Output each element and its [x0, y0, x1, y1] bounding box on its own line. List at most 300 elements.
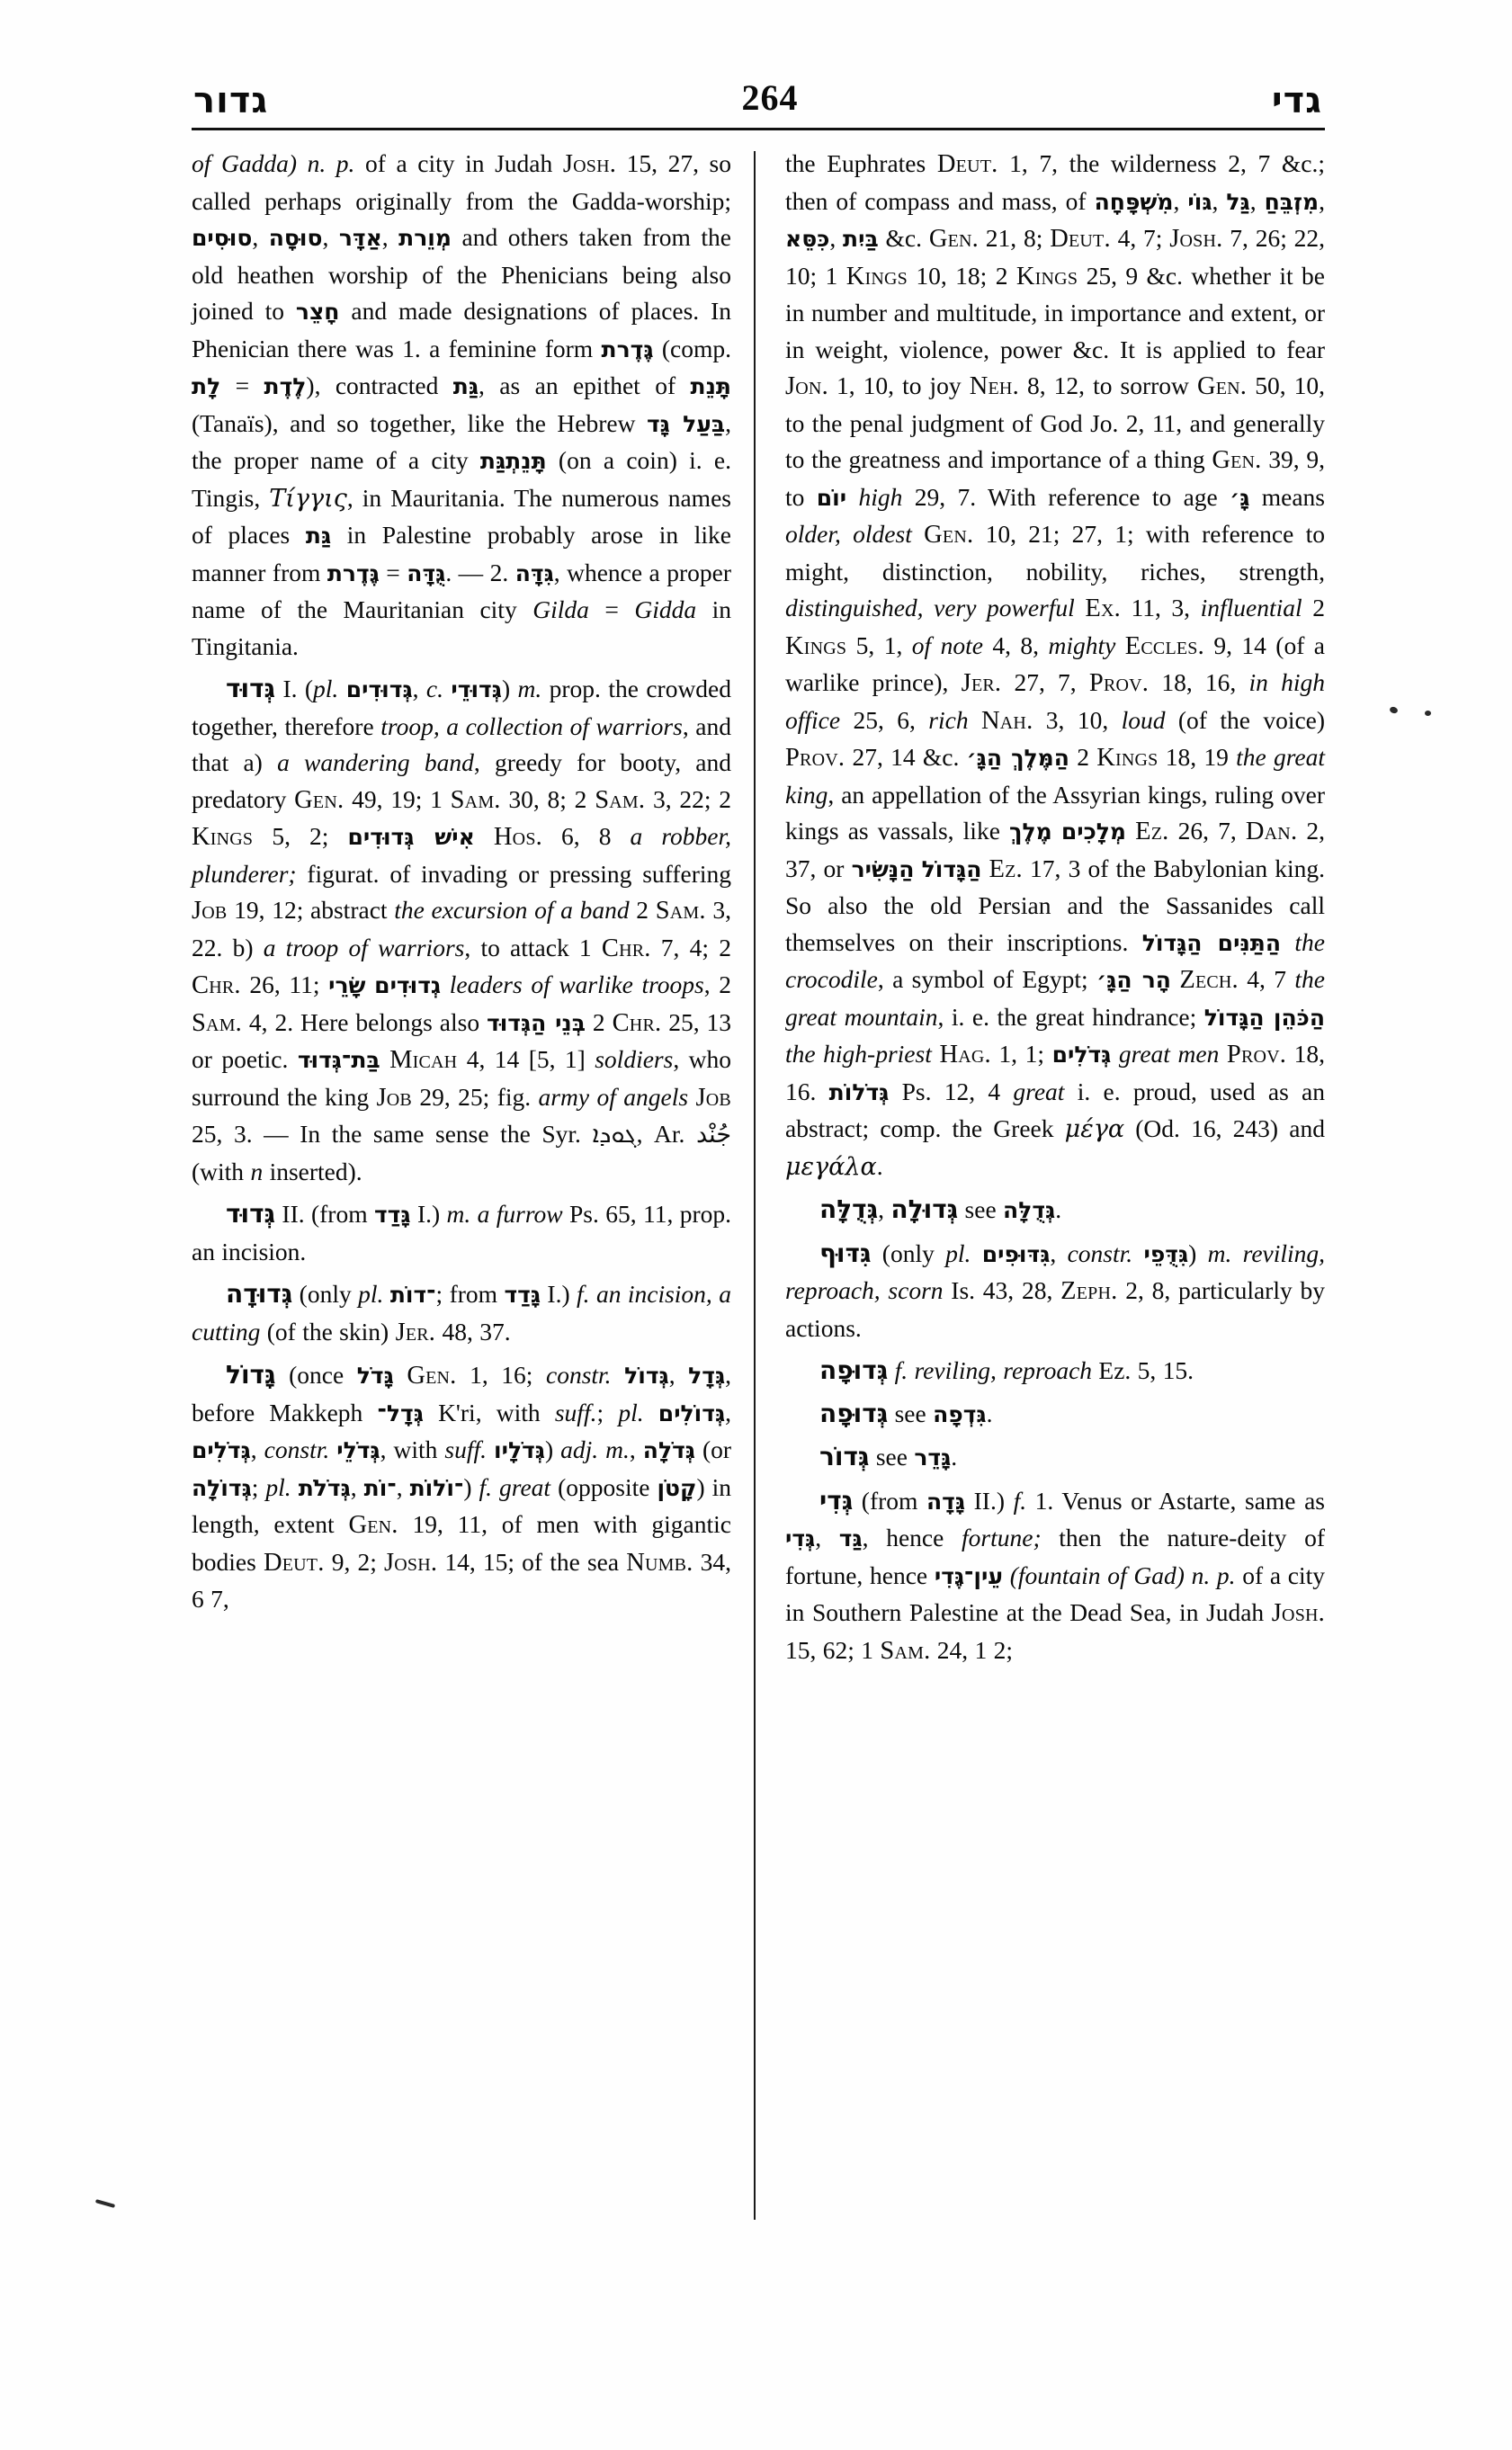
scripture-reference: Sam.: [595, 785, 646, 814]
scripture-reference: Gen.: [348, 1511, 398, 1539]
body-text: [1281, 928, 1294, 956]
hebrew-word: גִּדָּה: [514, 559, 554, 586]
body-text: [1171, 965, 1179, 993]
hebrew-word: הַגָּדוֹל: [921, 855, 982, 882]
body-text: , 2: [703, 970, 732, 998]
scripture-reference: Prov.: [785, 744, 845, 772]
body-text: 4, 7: [1238, 965, 1295, 993]
gloss-text: the excursion of a band: [394, 896, 630, 924]
body-text: II. (from: [275, 1200, 374, 1228]
scripture-reference: Kings: [1096, 744, 1159, 772]
hebrew-word: גְּדֹלָיו: [494, 1437, 545, 1463]
hebrew-word: לָת: [192, 373, 221, 399]
body-text: 1. Venus or Astarte, same as: [1026, 1486, 1325, 1515]
body-text: .: [986, 1399, 993, 1427]
hebrew-word: מֶלֶךְ: [1009, 818, 1052, 845]
scripture-reference: Jer.: [395, 1318, 436, 1346]
scripture-reference: Gen.: [924, 521, 974, 549]
hebrew-word: גָּדַד: [504, 1282, 541, 1308]
gloss-text: pl.: [945, 1238, 971, 1267]
scripture-reference: Chr.: [601, 934, 651, 962]
hebrew-word: גָּדֵר: [914, 1444, 952, 1471]
body-text: 5, 1,: [846, 630, 912, 659]
entry-gedi: [785, 1483, 1325, 1670]
body-text: [688, 1083, 695, 1111]
body-text: prop. the crowded together, therefore: [192, 675, 732, 740]
arabic-word: جُنْد: [696, 1121, 732, 1149]
body-text: 4, 14 [5, 1]: [457, 1045, 595, 1073]
body-columns: [192, 146, 1325, 2250]
hebrew-word: גַּת: [452, 373, 479, 399]
body-text: see: [958, 1195, 1004, 1223]
body-text: 39, 9, to: [785, 445, 1325, 511]
gloss-text: adj. m.: [560, 1435, 630, 1463]
left-column: [192, 146, 731, 2250]
scripture-reference: Gen.: [1196, 372, 1248, 400]
gloss-text: of note: [911, 630, 983, 659]
entry-gadol-continued: [785, 146, 1325, 1185]
body-text: 19, 11, of men with gigantic bodies: [192, 1510, 731, 1576]
body-text: .: [876, 1151, 883, 1180]
gloss-text: Gilda: [532, 595, 589, 623]
hebrew-word: גְּדוּדִים: [345, 676, 413, 702]
hebrew-word: גְּדוּד: [226, 1199, 276, 1229]
body-text: I.): [410, 1200, 447, 1228]
body-text: [846, 483, 858, 511]
scripture-reference: Numb.: [626, 1548, 693, 1577]
body-text: [1132, 1239, 1143, 1267]
body-text: ) in length, extent: [192, 1472, 731, 1538]
running-head-right-lemma: גדי: [1271, 80, 1322, 121]
hebrew-word: בְּנֵי הַגְּדוּד: [487, 1009, 586, 1036]
body-text: [981, 854, 989, 882]
body-text: in Tingitania.: [192, 595, 731, 660]
gloss-text: the great mountain: [785, 965, 1326, 1031]
body-text: K'ri, with: [423, 1398, 555, 1426]
body-text: [644, 1399, 658, 1426]
header-rule: [192, 128, 1325, 130]
body-text: [1003, 1561, 1010, 1589]
scripture-reference: Prov.: [1226, 1041, 1287, 1069]
body-text: [338, 675, 345, 702]
hebrew-word: הַנָּשִׂיר: [851, 855, 915, 882]
body-text: [1185, 1561, 1192, 1589]
gloss-text: of Gadda): [192, 149, 297, 177]
entry-gadda-continued: [192, 146, 731, 665]
body-text: see: [869, 1443, 915, 1471]
running-head: [193, 54, 1322, 119]
scripture-reference: Dan.: [1245, 818, 1298, 845]
body-text: [563, 1200, 569, 1228]
body-text: ,: [250, 1435, 264, 1463]
body-text: 15, 62; 1: [785, 1635, 881, 1664]
hebrew-word: גְּדֹלִים: [1051, 1042, 1112, 1068]
body-text: 29, 25; fig.: [411, 1082, 539, 1111]
body-text: ,: [829, 224, 844, 252]
body-text: 12, 4: [931, 1077, 1014, 1105]
gloss-text: n. p.: [307, 149, 355, 177]
body-text: 7, 4; 2: [650, 933, 731, 961]
scripture-reference: Gen.: [407, 1362, 457, 1390]
hebrew-word: אִישׁ גְּדוּדִים: [347, 824, 475, 850]
body-text: Ps.: [901, 1077, 932, 1105]
body-text: 27, 7,: [1001, 668, 1089, 696]
entry-gedud-2: [192, 1196, 731, 1270]
hebrew-word: גִּדּוּף: [819, 1238, 872, 1268]
body-text: (comp.: [653, 334, 731, 362]
body-text: 50, 10, to the penal judgment of God Jo. 2, 11, and generally to the greatness and importance of a thing: [785, 371, 1326, 473]
hebrew-word: הַכֹּהֵן הַגָּדוֹל: [1203, 1004, 1326, 1031]
body-text: [441, 970, 450, 998]
hebrew-word: בַּת־גְּדוּד: [297, 1047, 380, 1073]
scripture-reference: Josh.: [1271, 1599, 1325, 1627]
body-text: ,: [412, 675, 426, 702]
gloss-text: soldiers: [595, 1045, 674, 1073]
hebrew-word: גְּדֹלֹת: [298, 1474, 351, 1501]
gloss-text: a troop of warriors: [263, 933, 465, 961]
hebrew-word: יוֹם: [816, 484, 847, 511]
hebrew-word: גְדוּדִים: [374, 972, 442, 998]
gloss-text: leaders of warlike troops: [449, 970, 704, 998]
gloss-text: Gidda: [634, 595, 697, 623]
body-text: , an appellation of the Assyrian kings, ruling over kings as vassals, like: [785, 780, 1325, 845]
body-text: 1, 7, the wilderness 2, 7 &c.; then of compass and mass, of: [785, 149, 1325, 215]
body-text: =: [379, 558, 407, 586]
body-text: ,: [878, 1195, 891, 1223]
body-text: (opposite: [550, 1472, 658, 1501]
gloss-text: troop, a collection of warriors: [380, 711, 683, 740]
scripture-reference: Sam.: [450, 785, 501, 814]
gloss-text: constr.: [264, 1435, 330, 1463]
scripture-reference: Jon.: [785, 372, 828, 400]
body-text: ): [463, 1472, 479, 1501]
gloss-text: older, oldest: [785, 520, 912, 548]
body-text: i. e. proud, used as an abstract; comp. the Greek: [785, 1077, 1326, 1142]
body-text: , the proper name of a city: [192, 408, 731, 474]
body-text: then the nature-deity of fortune, hence: [785, 1524, 1325, 1589]
gloss-text: distinguished, very powerful: [785, 594, 1075, 621]
hebrew-word: גְּדֹלָה: [642, 1437, 695, 1463]
body-text: ; from: [435, 1280, 505, 1308]
gloss-text: pl.: [618, 1398, 644, 1426]
body-text: 2: [1069, 743, 1097, 771]
body-text: (or: [694, 1435, 732, 1463]
body-text: 8, 12, to sorrow: [1018, 371, 1197, 399]
body-text: 1, 16;: [456, 1361, 546, 1389]
hebrew-word: גְּדוּלָה: [890, 1194, 959, 1224]
body-text: 25, 3. — In the same sense the Syr.: [192, 1120, 593, 1148]
body-text: 14, 15; of the sea: [437, 1547, 627, 1576]
scripture-reference: Job: [695, 1083, 731, 1112]
gloss-text: pl.: [313, 675, 339, 702]
body-text: [1219, 1040, 1227, 1068]
body-text: (on a coin) i. e. Tingis,: [192, 446, 731, 512]
hebrew-word: גִּדּוּפִים: [981, 1240, 1051, 1267]
body-text: 18, 19: [1158, 743, 1237, 771]
body-text: 3, 10,: [1033, 705, 1122, 734]
scan-speck-icon: [95, 2199, 115, 2208]
body-text: inserted).: [263, 1157, 362, 1185]
body-text: , i. e. the great hindrance;: [937, 1002, 1204, 1031]
body-text: ,: [1249, 186, 1265, 215]
hebrew-word: גְּדֻלָּה: [1003, 1197, 1056, 1223]
body-text: Ez. 5, 15.: [1092, 1356, 1194, 1384]
scripture-reference: Josh.: [1169, 225, 1223, 253]
hebrew-word: גַּד: [838, 1525, 863, 1551]
scripture-reference: Gen.: [1212, 446, 1262, 474]
scripture-reference: Nah.: [981, 706, 1033, 735]
body-text: [1052, 817, 1061, 845]
body-text: 21, 8;: [979, 224, 1051, 252]
body-text: [969, 706, 981, 734]
scripture-reference: Chr.: [192, 971, 241, 999]
body-text: [366, 970, 375, 998]
body-text: 17, 3 of the Babylonian king. So also the old Persian and the Sassanides call themselves on their inscriptions.: [785, 854, 1325, 956]
hebrew-word: מִשְׁפָּחָה: [1094, 188, 1174, 215]
hebrew-word: גֶּדֶרת: [601, 335, 654, 362]
entry-gedulah: [785, 1192, 1325, 1229]
scripture-reference: Chr.: [612, 1008, 662, 1037]
hebrew-word: גָּדָה: [926, 1488, 966, 1515]
body-text: ), contracted: [306, 371, 453, 399]
body-text: Is. 43, 28,: [943, 1276, 1061, 1304]
body-text: 19, 12; abstract: [227, 896, 395, 924]
body-text: ,: [252, 223, 269, 251]
gloss-text: suff.: [444, 1435, 487, 1463]
hebrew-word: גְּדוֹל: [624, 1363, 669, 1389]
hebrew-word: גְּדוּדָה: [226, 1279, 293, 1309]
scripture-reference: Josh.: [562, 150, 617, 178]
hebrew-word: גָּדַד: [373, 1202, 411, 1228]
body-text: .: [951, 1443, 958, 1471]
scripture-reference: Micah: [389, 1046, 458, 1074]
body-text: 27, 14 &c.: [845, 743, 967, 771]
body-text: (Tanaïs), and so together, like the Hebrew: [192, 408, 647, 437]
hebrew-word: גֻּדָּה: [407, 559, 446, 586]
scripture-reference: Hag.: [939, 1041, 991, 1069]
gloss-text: army of angels: [538, 1082, 689, 1111]
body-text: ,: [815, 1524, 839, 1551]
scripture-reference: Hos.: [493, 823, 542, 851]
hebrew-word: גָּ׳: [1230, 484, 1250, 511]
body-text: ,: [1319, 186, 1326, 215]
body-text: (only: [871, 1238, 946, 1267]
body-text: . — 2.: [445, 558, 515, 586]
body-text: 3, 22. b): [192, 896, 732, 961]
hebrew-word: מִזְבֵּחַ: [1264, 188, 1320, 215]
body-text: [971, 1239, 981, 1267]
body-text: [380, 1045, 389, 1073]
body-text: 2: [1302, 594, 1326, 621]
body-text: , who surround the king: [192, 1045, 731, 1111]
body-text: =: [588, 595, 635, 623]
body-text: I.): [541, 1280, 577, 1308]
body-text: see: [888, 1399, 934, 1427]
syriac-word: ܓܘܕܐ: [592, 1121, 637, 1149]
body-text: 65, 11, prop. an incision.: [192, 1200, 732, 1265]
body-text: [912, 520, 924, 548]
hebrew-word: גּוֹי: [1187, 188, 1212, 215]
scripture-reference: Sam.: [192, 1008, 243, 1037]
body-text: , before Makkeph: [192, 1361, 732, 1426]
entry-gidduf: [785, 1236, 1325, 1347]
body-text: 26, 11;: [240, 970, 329, 998]
gloss-text: in high office: [785, 668, 1326, 734]
running-head-left-lemma: גדור: [193, 80, 269, 121]
body-text: ,: [629, 1435, 643, 1463]
entry-gedud-1: [192, 671, 731, 1190]
gloss-text: pl.: [358, 1280, 384, 1308]
body-text: [889, 1077, 901, 1105]
body-text: 29, 7. With reference to age: [902, 482, 1230, 511]
body-text: ;: [251, 1472, 266, 1501]
body-text: &c.: [878, 224, 929, 252]
greek-word: Τίγγις: [269, 484, 347, 513]
hebrew-word: הַמֶּלֶךְ הַגָּ׳: [966, 745, 1069, 771]
scripture-reference: Zeph.: [1060, 1277, 1118, 1305]
hebrew-word: גְּדִי: [785, 1525, 816, 1551]
body-text: in Palestine probably arose in like manner from: [192, 521, 732, 586]
body-text: [1115, 631, 1124, 659]
body-text: 48, 37.: [435, 1317, 511, 1346]
hebrew-word: גָּדֹל: [356, 1363, 394, 1389]
gloss-text: fortune;: [962, 1524, 1042, 1551]
scripture-reference: Prov.: [1088, 669, 1150, 697]
body-text: ,: [1050, 1238, 1068, 1267]
body-text: and others taken from the old heathen worship of the Phenicians being also joined to: [192, 223, 731, 325]
gloss-text: a wandering band: [277, 748, 474, 776]
hebrew-word: גְּדוֹלִים: [658, 1399, 726, 1426]
scripture-reference: Sam.: [880, 1636, 931, 1665]
body-text: means: [1249, 482, 1326, 511]
hebrew-word: ־וֹת: [363, 1474, 397, 1501]
column-divider-rule: [754, 151, 756, 2220]
body-text: ,: [668, 1361, 689, 1389]
gloss-text: f.: [1013, 1486, 1027, 1515]
body-text: ,: [381, 223, 399, 251]
gloss-text: loud: [1121, 705, 1166, 734]
gloss-text: n. p.: [1191, 1560, 1236, 1589]
body-text: , as an epithet of: [479, 371, 691, 399]
hebrew-word: כִּסֵּא: [785, 226, 830, 252]
scripture-reference: Kings: [1015, 262, 1078, 291]
scripture-reference: Kings: [192, 823, 254, 851]
scripture-reference: Josh.: [383, 1548, 438, 1577]
hebrew-word: סוּסָה: [268, 225, 323, 251]
body-text: figurat. of invading or pressing suffering: [296, 859, 731, 888]
hebrew-word: גְּדָל־: [377, 1399, 424, 1426]
body-text: 25, 6,: [840, 705, 929, 734]
scripture-reference: Ex.: [1085, 595, 1121, 622]
entry-gedudah: [192, 1276, 731, 1351]
scripture-reference: Neh.: [969, 372, 1019, 400]
gloss-text: rich: [928, 705, 969, 734]
scripture-reference: Kings: [845, 262, 908, 291]
hebrew-word: שָׂרֵי: [328, 972, 366, 998]
body-text: ;: [596, 1398, 619, 1426]
hebrew-word: קָטֹן: [657, 1474, 697, 1501]
scripture-reference: Job: [192, 897, 228, 925]
body-text: 26, 7,: [1168, 817, 1246, 845]
gloss-text: (fountain of Gad): [1009, 1560, 1185, 1589]
gloss-text: constr.: [1067, 1238, 1133, 1267]
body-text: 24, 1 2;: [930, 1635, 1014, 1664]
gloss-text: f. great: [479, 1472, 551, 1501]
body-text: , to attack 1: [464, 933, 602, 961]
entry-gedufah-see: [785, 1396, 1325, 1434]
hebrew-word: תָּנֵתְגַּת: [479, 448, 547, 474]
body-text: 2, 8, particularly by actions.: [785, 1276, 1325, 1342]
body-text: 2: [586, 1007, 613, 1036]
hebrew-word: גִּדֻּפֵי: [1143, 1240, 1189, 1267]
body-text: 34, 6 7,: [192, 1547, 731, 1613]
body-text: [1111, 1040, 1119, 1068]
hebrew-word: גְּדוּד: [226, 674, 276, 703]
right-column: [785, 146, 1325, 2250]
scripture-reference: Sam.: [655, 897, 706, 925]
body-text: ,: [725, 1398, 731, 1426]
hebrew-word: גְּדִי: [819, 1485, 854, 1516]
body-text: ,: [1212, 186, 1227, 215]
body-text: of a city in Southern Palestine at the Dead Sea, in Judah: [785, 1560, 1326, 1626]
body-text: , hence: [862, 1524, 962, 1551]
body-text: 11, 3,: [1120, 594, 1201, 621]
body-text: ,: [1173, 186, 1188, 215]
body-text: , with: [380, 1435, 445, 1463]
body-text: [394, 1361, 407, 1389]
body-text: 30, 8; 2: [500, 784, 595, 813]
gloss-text: great: [1013, 1077, 1065, 1105]
page-number: 264: [741, 77, 799, 118]
hebrew-word: ־וֹלוֹת: [409, 1474, 464, 1501]
body-text: 3, 22; 2: [645, 784, 732, 813]
body-text: and made designations of places. In Phenician there was 1. a feminine form: [192, 297, 731, 362]
body-text: , whence a proper name of the Mauritanian city: [192, 558, 731, 623]
hebrew-word: עֵין־גֶּדִי: [934, 1562, 1003, 1589]
hebrew-word: גְּדֹלוֹת: [828, 1078, 890, 1105]
body-text: (Od. 16, 243) and: [1124, 1114, 1325, 1142]
scripture-reference: Ez.: [1135, 818, 1169, 845]
body-text: 10, 18; 2: [907, 261, 1016, 290]
gloss-text: f. an incision, a cutting: [192, 1280, 731, 1346]
body-text: ,: [396, 1472, 410, 1501]
gloss-text: mighty: [1048, 630, 1116, 659]
hebrew-word: מְוֵרת: [398, 225, 452, 251]
gloss-text: high: [858, 482, 903, 511]
gloss-text: constr.: [545, 1361, 612, 1389]
scripture-reference: Jer.: [961, 669, 1002, 697]
body-text: [1126, 817, 1135, 845]
body-text: 49, 19; 1: [344, 784, 451, 813]
hebrew-word: גְּדוּפָה: [819, 1398, 889, 1428]
scripture-reference: Deut.: [263, 1548, 325, 1577]
body-text: ,: [350, 1472, 364, 1501]
hebrew-word: גְּדֹלִים: [192, 1437, 251, 1463]
entry-gadol: [192, 1357, 731, 1618]
body-text: 2: [629, 896, 656, 924]
body-text: 9, 2;: [324, 1547, 384, 1576]
body-text: [475, 822, 494, 850]
gloss-text: the high-priest: [785, 1040, 932, 1068]
gloss-text: a robber, plunderer;: [192, 822, 732, 888]
body-text: II.): [965, 1486, 1014, 1515]
hebrew-word: גְּדוּדֵי: [451, 676, 502, 702]
hebrew-word: חָצֵר: [295, 299, 340, 325]
hebrew-word: בַּיִת: [843, 226, 879, 252]
body-text: 15, 27, so called perhaps originally from the Gadda-worship;: [192, 149, 732, 215]
entry-gedor-see: [785, 1439, 1325, 1477]
gloss-text: suff.: [554, 1398, 597, 1426]
